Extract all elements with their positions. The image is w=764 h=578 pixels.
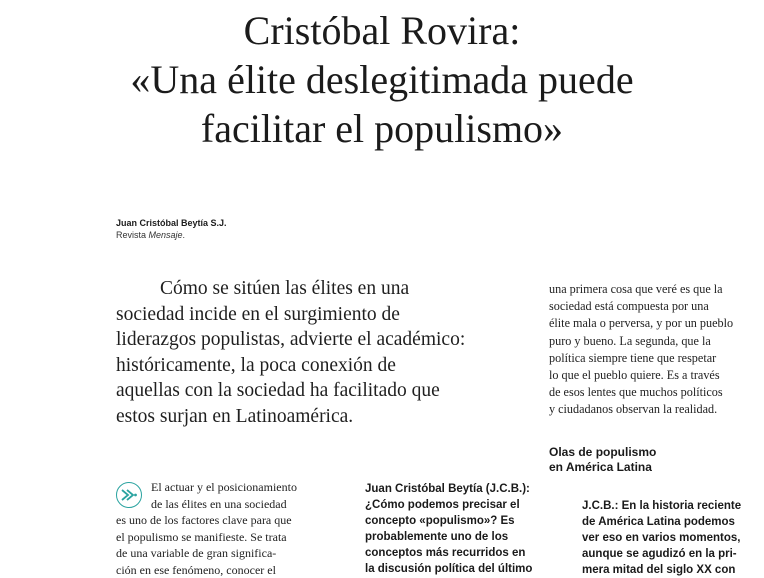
body-line: de una variable de gran significa-: [116, 545, 326, 562]
subheading-line-2: en América Latina: [549, 460, 656, 475]
title-line-3: facilitar el populismo»: [0, 104, 764, 153]
right-line: lo que el pueblo quiere. Es a través: [549, 367, 754, 384]
lead-line: liderazgos populistas, advierte el académico:: [116, 327, 536, 353]
answer-line: mera mitad del siglo XX con: [582, 562, 757, 578]
right-line: una primera cosa que veré es que la: [549, 281, 754, 298]
answer-line: ver eso en varios momentos,: [582, 530, 757, 546]
byline: [116, 217, 227, 241]
lead-line: históricamente, la poca conexión de: [116, 353, 536, 379]
body-line: El actuar y el posicionamiento: [116, 479, 326, 496]
publication-prefix: Revista: [116, 230, 149, 240]
subheading-line-1: Olas de populismo: [549, 445, 656, 460]
lead-line: estos surjan en Latinoamérica.: [116, 404, 536, 430]
right-line: y ciudadanos observan la realidad.: [549, 401, 754, 418]
body-line: el populismo se manifieste. Se trata: [116, 529, 326, 546]
right-line: sociedad está compuesta por una: [549, 298, 754, 315]
publication-name: Mensaje: [149, 230, 183, 240]
title-line-1: Cristóbal Rovira:: [0, 6, 764, 55]
body-line: de las élites en una sociedad: [116, 496, 326, 513]
right-line: élite mala o perversa, y por un pueblo: [549, 315, 754, 332]
interview-line: concepto «populismo»? Es: [365, 513, 540, 529]
answer-line: aunque se agudizó en la pri-: [582, 546, 757, 562]
body-line: es uno de los factores clave para que: [116, 512, 326, 529]
right-line: política siempre tiene que respetar: [549, 350, 754, 367]
answer-line: J.C.B.: En la historia reciente: [582, 498, 757, 514]
right-line: de esos lentes que muchos políticos: [549, 384, 754, 401]
interview-line: Juan Cristóbal Beytía (J.C.B.):: [365, 481, 540, 497]
right-line: puro y bueno. La segunda, que la: [549, 333, 754, 350]
answer-line: de América Latina podemos: [582, 514, 757, 530]
lead-line: sociedad incide en el surgimiento de: [116, 302, 536, 328]
article-title: [0, 6, 764, 153]
title-line-2: «Una élite deslegitimada puede: [0, 55, 764, 104]
author-name: Juan Cristóbal Beytía S.J.: [116, 217, 227, 229]
publication: [116, 229, 227, 241]
lead-line: aquellas con la sociedad ha facilitado que: [116, 378, 536, 404]
interview-line: ¿Cómo podemos precisar el: [365, 497, 540, 513]
right-answer-text: [582, 498, 757, 578]
interview-line: probablemente uno de los: [365, 529, 540, 545]
section-subheading: [549, 445, 656, 475]
interview-line: la discusión política del último: [365, 561, 540, 577]
body-column-text: [116, 479, 326, 578]
body-line: ción en ese fenómeno, conocer el: [116, 562, 326, 578]
publication-suffix: .: [183, 230, 186, 240]
right-column-text: [549, 281, 754, 419]
interview-column-text: [365, 481, 540, 577]
lead-paragraph: [116, 276, 536, 429]
lead-line: Cómo se sitúen las élites en una: [116, 276, 536, 302]
interview-line: conceptos más recurridos en: [365, 545, 540, 561]
